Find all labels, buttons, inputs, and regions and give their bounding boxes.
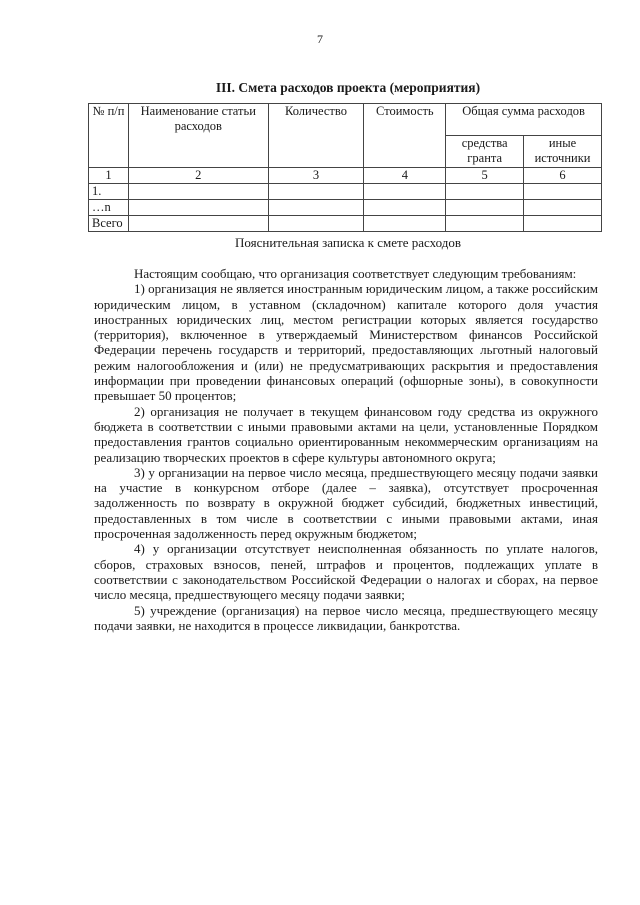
- table-cell: [524, 216, 602, 232]
- table-cell: [268, 200, 364, 216]
- budget-table: [88, 103, 602, 232]
- header-grant: средства гранта: [446, 136, 524, 168]
- col-number: 1: [89, 168, 129, 184]
- col-number: 5: [446, 168, 524, 184]
- col-number: 6: [524, 168, 602, 184]
- column-number-row: [89, 168, 602, 184]
- table-row: [89, 200, 602, 216]
- header-total: Общая сумма расходов: [446, 104, 602, 136]
- header-other: иные источники: [524, 136, 602, 168]
- table-cell: [128, 184, 268, 200]
- paragraph-item-2: 2) организация не получает в текущем финансовом году средства из окружного бюджета в соответствии с иными правовыми актами на цели, установленные Порядком предоставления грантов социально ориентированным некоммерческим организациям на реализацию творческих проектов в сфере культуры автономного округа;: [94, 403, 598, 465]
- table-cell: [364, 200, 446, 216]
- paragraph-item-3: 3) у организации на первое число месяца, предшествующего месяцу подачи заявки на участие в конкурсном отборе (далее – заявка), отсутствует просроченная задолженность по возврату в окружной бюджет субсидий, бюджетных инвестиций, предоставленных в том числе в соответствии с иными правовыми актами, иная просроченная задолженность перед окружным бюджетом;: [94, 464, 598, 542]
- col-number: 4: [364, 168, 446, 184]
- row-label: 1.: [89, 184, 129, 200]
- table-header-row: [89, 104, 602, 136]
- section-title: III. Смета расходов проекта (мероприятия): [215, 80, 481, 95]
- table-cell: [268, 216, 364, 232]
- paragraph-intro: Настоящим сообщаю, что организация соответствует следующим требованиям:: [134, 266, 577, 281]
- table-cell: [268, 184, 364, 200]
- explanatory-note-body: [94, 266, 598, 633]
- paragraph-item-5: 5) учреждение (организация) на первое число месяца, предшествующего месяцу подачи заявки, не находится в процессе ликвидации, банкротства.: [94, 602, 598, 633]
- table-cell: [524, 200, 602, 216]
- table-cell: [446, 200, 524, 216]
- table-cell: [524, 184, 602, 200]
- header-num: № п/п: [89, 104, 129, 168]
- table-cell: [364, 216, 446, 232]
- note-title: Пояснительная записка к смете расходов: [235, 235, 461, 250]
- table-cell: [446, 216, 524, 232]
- row-label: …n: [89, 200, 129, 216]
- header-cost: Стоимость: [364, 104, 446, 168]
- col-number: 2: [128, 168, 268, 184]
- table-cell: [128, 216, 268, 232]
- table-cell: [364, 184, 446, 200]
- page-number: 7: [317, 32, 323, 46]
- header-quantity: Количество: [268, 104, 364, 168]
- col-number: 3: [268, 168, 364, 184]
- row-label: Всего: [89, 216, 129, 232]
- table-cell: [446, 184, 524, 200]
- paragraph-item-1: 1) организация не является иностранным юридическим лицом, а также российским юридическим лицом, в уставном (складочном) капитале которого доля участия иностранных юридических лиц, местом регистрации которых является государство (территория), включенное в утверждаемый Министерством финансов Российской Федерации перечень государств и территорий, предоставляющих льготный налоговый режим налогообложения и (или) не предусматривающих раскрытия и предоставления информации при проведении финансовых операций (офшорные зоны), в совокупности превышает 50 процентов;: [94, 281, 598, 404]
- table-total-row: [89, 216, 602, 232]
- table-row: [89, 184, 602, 200]
- table-cell: [128, 200, 268, 216]
- header-name: Наименование статьи расходов: [128, 104, 268, 168]
- paragraph-item-4: 4) у организации отсутствует неисполненная обязанность по уплате налогов, сборов, страховых взносов, пеней, штрафов и процентов, подлежащих уплате в соответствии с законодательством Российской Федерации о налогах и сборах, на первое число месяца, предшествующего месяцу подачи заявки;: [94, 541, 598, 603]
